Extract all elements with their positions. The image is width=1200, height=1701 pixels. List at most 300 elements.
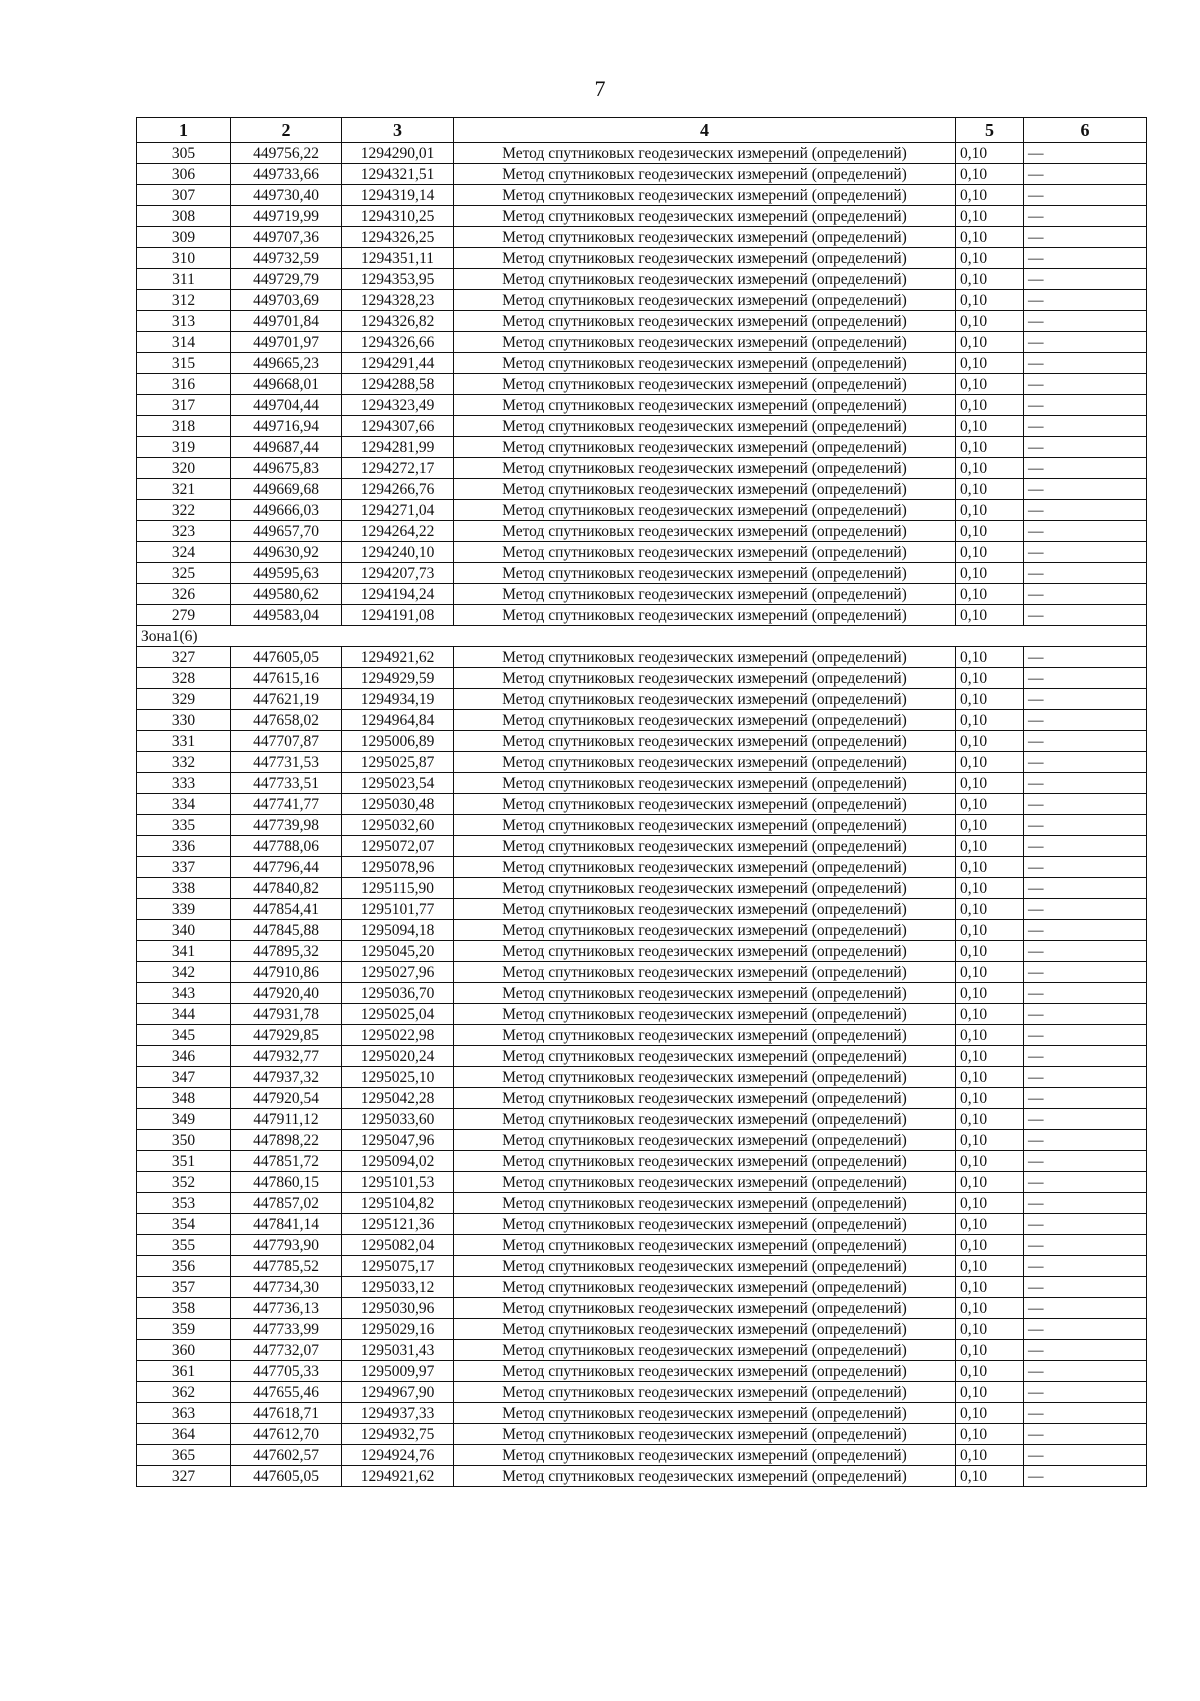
header-col-5: 5 xyxy=(956,118,1024,143)
y-coordinate-cell: 1294271,04 xyxy=(342,500,454,521)
description-cell: — xyxy=(1024,1382,1147,1403)
table-row xyxy=(137,395,1147,416)
point-number-cell: 310 xyxy=(137,248,231,269)
x-coordinate-cell: 449675,83 xyxy=(231,458,342,479)
precision-cell: 0,10 xyxy=(956,1319,1024,1340)
point-number-cell: 327 xyxy=(137,647,231,668)
x-coordinate-cell: 449756,22 xyxy=(231,143,342,164)
y-coordinate-cell: 1295025,04 xyxy=(342,1004,454,1025)
method-cell: Метод спутниковых геодезических измерений (определений) xyxy=(454,878,956,899)
method-cell: Метод спутниковых геодезических измерений (определений) xyxy=(454,1340,956,1361)
description-cell: — xyxy=(1024,647,1147,668)
method-cell: Метод спутниковых геодезических измерений (определений) xyxy=(454,983,956,1004)
table-row xyxy=(137,1025,1147,1046)
point-number-cell: 361 xyxy=(137,1361,231,1382)
precision-cell: 0,10 xyxy=(956,962,1024,983)
table-row xyxy=(137,899,1147,920)
x-coordinate-cell: 449716,94 xyxy=(231,416,342,437)
description-cell: — xyxy=(1024,1256,1147,1277)
y-coordinate-cell: 1294921,62 xyxy=(342,1466,454,1487)
table-row xyxy=(137,1256,1147,1277)
point-number-cell: 324 xyxy=(137,542,231,563)
description-cell: — xyxy=(1024,584,1147,605)
point-number-cell: 327 xyxy=(137,1466,231,1487)
table-row xyxy=(137,1172,1147,1193)
point-number-cell: 356 xyxy=(137,1256,231,1277)
x-coordinate-cell: 447845,88 xyxy=(231,920,342,941)
x-coordinate-cell: 449657,70 xyxy=(231,521,342,542)
description-cell: — xyxy=(1024,773,1147,794)
precision-cell: 0,10 xyxy=(956,1025,1024,1046)
x-coordinate-cell: 447854,41 xyxy=(231,899,342,920)
precision-cell: 0,10 xyxy=(956,668,1024,689)
precision-cell: 0,10 xyxy=(956,1424,1024,1445)
method-cell: Метод спутниковых геодезических измерений (определений) xyxy=(454,1130,956,1151)
y-coordinate-cell: 1295033,60 xyxy=(342,1109,454,1130)
precision-cell: 0,10 xyxy=(956,1466,1024,1487)
table-row xyxy=(137,1361,1147,1382)
table-row xyxy=(137,416,1147,437)
y-coordinate-cell: 1295032,60 xyxy=(342,815,454,836)
point-number-cell: 305 xyxy=(137,143,231,164)
precision-cell: 0,10 xyxy=(956,1277,1024,1298)
table-row xyxy=(137,647,1147,668)
header-col-6: 6 xyxy=(1024,118,1147,143)
y-coordinate-cell: 1294281,99 xyxy=(342,437,454,458)
y-coordinate-cell: 1295020,24 xyxy=(342,1046,454,1067)
method-cell: Метод спутниковых геодезических измерений (определений) xyxy=(454,773,956,794)
description-cell: — xyxy=(1024,710,1147,731)
point-number-cell: 350 xyxy=(137,1130,231,1151)
method-cell: Метод спутниковых геодезических измерений (определений) xyxy=(454,731,956,752)
point-number-cell: 333 xyxy=(137,773,231,794)
y-coordinate-cell: 1294191,08 xyxy=(342,605,454,626)
precision-cell: 0,10 xyxy=(956,206,1024,227)
table-row xyxy=(137,941,1147,962)
description-cell: — xyxy=(1024,668,1147,689)
description-cell: — xyxy=(1024,1151,1147,1172)
method-cell: Метод спутниковых геодезических измерений (определений) xyxy=(454,1193,956,1214)
y-coordinate-cell: 1295036,70 xyxy=(342,983,454,1004)
method-cell: Метод спутниковых геодезических измерений (определений) xyxy=(454,437,956,458)
point-number-cell: 363 xyxy=(137,1403,231,1424)
method-cell: Метод спутниковых геодезических измерений (определений) xyxy=(454,353,956,374)
y-coordinate-cell: 1294328,23 xyxy=(342,290,454,311)
x-coordinate-cell: 447857,02 xyxy=(231,1193,342,1214)
precision-cell: 0,10 xyxy=(956,143,1024,164)
description-cell: — xyxy=(1024,416,1147,437)
method-cell: Метод спутниковых геодезических измерений (определений) xyxy=(454,584,956,605)
x-coordinate-cell: 449729,79 xyxy=(231,269,342,290)
method-cell: Метод спутниковых геодезических измерений (определений) xyxy=(454,269,956,290)
y-coordinate-cell: 1294272,17 xyxy=(342,458,454,479)
point-number-cell: 357 xyxy=(137,1277,231,1298)
header-row xyxy=(137,118,1147,143)
x-coordinate-cell: 447895,32 xyxy=(231,941,342,962)
point-number-cell: 316 xyxy=(137,374,231,395)
precision-cell: 0,10 xyxy=(956,164,1024,185)
method-cell: Метод спутниковых геодезических измерений (определений) xyxy=(454,479,956,500)
precision-cell: 0,10 xyxy=(956,731,1024,752)
table-row xyxy=(137,1151,1147,1172)
method-cell: Метод спутниковых геодезических измерений (определений) xyxy=(454,290,956,311)
description-cell: — xyxy=(1024,1172,1147,1193)
point-number-cell: 329 xyxy=(137,689,231,710)
y-coordinate-cell: 1294194,24 xyxy=(342,584,454,605)
precision-cell: 0,10 xyxy=(956,605,1024,626)
description-cell: — xyxy=(1024,962,1147,983)
method-cell: Метод спутниковых геодезических измерений (определений) xyxy=(454,185,956,206)
precision-cell: 0,10 xyxy=(956,1445,1024,1466)
point-number-cell: 351 xyxy=(137,1151,231,1172)
method-cell: Метод спутниковых геодезических измерений (определений) xyxy=(454,1067,956,1088)
point-number-cell: 359 xyxy=(137,1319,231,1340)
table-row xyxy=(137,500,1147,521)
table-row xyxy=(137,353,1147,374)
point-number-cell: 334 xyxy=(137,794,231,815)
x-coordinate-cell: 447739,98 xyxy=(231,815,342,836)
method-cell: Метод спутниковых геодезических измерений (определений) xyxy=(454,521,956,542)
y-coordinate-cell: 1295072,07 xyxy=(342,836,454,857)
point-number-cell: 321 xyxy=(137,479,231,500)
x-coordinate-cell: 447932,77 xyxy=(231,1046,342,1067)
description-cell: — xyxy=(1024,332,1147,353)
x-coordinate-cell: 447920,54 xyxy=(231,1088,342,1109)
y-coordinate-cell: 1295029,16 xyxy=(342,1319,454,1340)
method-cell: Метод спутниковых геодезических измерений (определений) xyxy=(454,941,956,962)
y-coordinate-cell: 1295031,43 xyxy=(342,1340,454,1361)
table-row xyxy=(137,857,1147,878)
precision-cell: 0,10 xyxy=(956,1151,1024,1172)
description-cell: — xyxy=(1024,437,1147,458)
point-number-cell: 345 xyxy=(137,1025,231,1046)
x-coordinate-cell: 447793,90 xyxy=(231,1235,342,1256)
precision-cell: 0,10 xyxy=(956,899,1024,920)
description-cell: — xyxy=(1024,353,1147,374)
method-cell: Метод спутниковых геодезических измерений (определений) xyxy=(454,899,956,920)
precision-cell: 0,10 xyxy=(956,941,1024,962)
description-cell: — xyxy=(1024,920,1147,941)
table-row xyxy=(137,185,1147,206)
method-cell: Метод спутниковых геодезических измерений (определений) xyxy=(454,500,956,521)
header-col-4: 4 xyxy=(454,118,956,143)
table-row xyxy=(137,248,1147,269)
table-row xyxy=(137,584,1147,605)
point-number-cell: 279 xyxy=(137,605,231,626)
point-number-cell: 364 xyxy=(137,1424,231,1445)
table-row xyxy=(137,1319,1147,1340)
table-row xyxy=(137,689,1147,710)
y-coordinate-cell: 1295104,82 xyxy=(342,1193,454,1214)
table-row xyxy=(137,983,1147,1004)
method-cell: Метод спутниковых геодезических измерений (определений) xyxy=(454,1256,956,1277)
x-coordinate-cell: 447841,14 xyxy=(231,1214,342,1235)
x-coordinate-cell: 447741,77 xyxy=(231,794,342,815)
table-row xyxy=(137,458,1147,479)
precision-cell: 0,10 xyxy=(956,920,1024,941)
precision-cell: 0,10 xyxy=(956,563,1024,584)
description-cell: — xyxy=(1024,374,1147,395)
method-cell: Метод спутниковых геодезических измерений (определений) xyxy=(454,1298,956,1319)
page-number: 7 xyxy=(594,76,606,101)
x-coordinate-cell: 447785,52 xyxy=(231,1256,342,1277)
point-number-cell: 313 xyxy=(137,311,231,332)
description-cell: — xyxy=(1024,311,1147,332)
method-cell: Метод спутниковых геодезических измерений (определений) xyxy=(454,836,956,857)
description-cell: — xyxy=(1024,605,1147,626)
precision-cell: 0,10 xyxy=(956,500,1024,521)
description-cell: — xyxy=(1024,1046,1147,1067)
y-coordinate-cell: 1295030,48 xyxy=(342,794,454,815)
method-cell: Метод спутниковых геодезических измерений (определений) xyxy=(454,920,956,941)
x-coordinate-cell: 449665,23 xyxy=(231,353,342,374)
y-coordinate-cell: 1294934,19 xyxy=(342,689,454,710)
description-cell: — xyxy=(1024,290,1147,311)
x-coordinate-cell: 449583,04 xyxy=(231,605,342,626)
method-cell: Метод спутниковых геодезических измерений (определений) xyxy=(454,332,956,353)
precision-cell: 0,10 xyxy=(956,857,1024,878)
header-col-1: 1 xyxy=(137,118,231,143)
table-row xyxy=(137,269,1147,290)
y-coordinate-cell: 1295101,77 xyxy=(342,899,454,920)
precision-cell: 0,10 xyxy=(956,416,1024,437)
x-coordinate-cell: 447910,86 xyxy=(231,962,342,983)
point-number-cell: 340 xyxy=(137,920,231,941)
precision-cell: 0,10 xyxy=(956,1088,1024,1109)
table-row xyxy=(137,668,1147,689)
y-coordinate-cell: 1294321,51 xyxy=(342,164,454,185)
x-coordinate-cell: 449666,03 xyxy=(231,500,342,521)
description-cell: — xyxy=(1024,1193,1147,1214)
precision-cell: 0,10 xyxy=(956,1109,1024,1130)
method-cell: Метод спутниковых геодезических измерений (определений) xyxy=(454,395,956,416)
point-number-cell: 326 xyxy=(137,584,231,605)
y-coordinate-cell: 1295027,96 xyxy=(342,962,454,983)
description-cell: — xyxy=(1024,563,1147,584)
x-coordinate-cell: 447731,53 xyxy=(231,752,342,773)
x-coordinate-cell: 449730,40 xyxy=(231,185,342,206)
description-cell: — xyxy=(1024,227,1147,248)
point-number-cell: 341 xyxy=(137,941,231,962)
point-number-cell: 314 xyxy=(137,332,231,353)
x-coordinate-cell: 449707,36 xyxy=(231,227,342,248)
y-coordinate-cell: 1294291,44 xyxy=(342,353,454,374)
table-row xyxy=(137,1193,1147,1214)
method-cell: Метод спутниковых геодезических измерений (определений) xyxy=(454,1088,956,1109)
description-cell: — xyxy=(1024,1445,1147,1466)
method-cell: Метод спутниковых геодезических измерений (определений) xyxy=(454,1235,956,1256)
description-cell: — xyxy=(1024,1361,1147,1382)
table-row xyxy=(137,836,1147,857)
precision-cell: 0,10 xyxy=(956,1235,1024,1256)
table-row xyxy=(137,920,1147,941)
x-coordinate-cell: 447707,87 xyxy=(231,731,342,752)
method-cell: Метод спутниковых геодезических измерений (определений) xyxy=(454,1466,956,1487)
point-number-cell: 318 xyxy=(137,416,231,437)
method-cell: Метод спутниковых геодезических измерений (определений) xyxy=(454,311,956,332)
precision-cell: 0,10 xyxy=(956,1172,1024,1193)
x-coordinate-cell: 447911,12 xyxy=(231,1109,342,1130)
method-cell: Метод спутниковых геодезических измерений (определений) xyxy=(454,1361,956,1382)
description-cell: — xyxy=(1024,794,1147,815)
method-cell: Метод спутниковых геодезических измерений (определений) xyxy=(454,1109,956,1130)
table-row xyxy=(137,773,1147,794)
point-number-cell: 309 xyxy=(137,227,231,248)
y-coordinate-cell: 1295042,28 xyxy=(342,1088,454,1109)
y-coordinate-cell: 1295025,10 xyxy=(342,1067,454,1088)
precision-cell: 0,10 xyxy=(956,185,1024,206)
table-row xyxy=(137,1004,1147,1025)
method-cell: Метод спутниковых геодезических измерений (определений) xyxy=(454,563,956,584)
point-number-cell: 322 xyxy=(137,500,231,521)
y-coordinate-cell: 1295115,90 xyxy=(342,878,454,899)
description-cell: — xyxy=(1024,1298,1147,1319)
method-cell: Метод спутниковых геодезических измерений (определений) xyxy=(454,1046,956,1067)
description-cell: — xyxy=(1024,878,1147,899)
y-coordinate-cell: 1294967,90 xyxy=(342,1382,454,1403)
method-cell: Метод спутниковых геодезических измерений (определений) xyxy=(454,647,956,668)
description-cell: — xyxy=(1024,1109,1147,1130)
precision-cell: 0,10 xyxy=(956,542,1024,563)
point-number-cell: 332 xyxy=(137,752,231,773)
point-number-cell: 320 xyxy=(137,458,231,479)
description-cell: — xyxy=(1024,479,1147,500)
description-cell: — xyxy=(1024,395,1147,416)
precision-cell: 0,10 xyxy=(956,479,1024,500)
point-number-cell: 337 xyxy=(137,857,231,878)
y-coordinate-cell: 1294326,82 xyxy=(342,311,454,332)
x-coordinate-cell: 447658,02 xyxy=(231,710,342,731)
point-number-cell: 323 xyxy=(137,521,231,542)
point-number-cell: 353 xyxy=(137,1193,231,1214)
point-number-cell: 358 xyxy=(137,1298,231,1319)
table-row xyxy=(137,206,1147,227)
description-cell: — xyxy=(1024,983,1147,1004)
table-row xyxy=(137,143,1147,164)
precision-cell: 0,10 xyxy=(956,1256,1024,1277)
table-row xyxy=(137,731,1147,752)
precision-cell: 0,10 xyxy=(956,689,1024,710)
point-number-cell: 338 xyxy=(137,878,231,899)
y-coordinate-cell: 1295047,96 xyxy=(342,1130,454,1151)
precision-cell: 0,10 xyxy=(956,1193,1024,1214)
method-cell: Метод спутниковых геодезических измерений (определений) xyxy=(454,542,956,563)
table-body xyxy=(137,143,1147,1487)
point-number-cell: 315 xyxy=(137,353,231,374)
description-cell: — xyxy=(1024,1235,1147,1256)
method-cell: Метод спутниковых геодезических измерений (определений) xyxy=(454,1277,956,1298)
x-coordinate-cell: 447605,05 xyxy=(231,647,342,668)
point-number-cell: 362 xyxy=(137,1382,231,1403)
table-row xyxy=(137,605,1147,626)
method-cell: Метод спутниковых геодезических измерений (определений) xyxy=(454,1172,956,1193)
method-cell: Метод спутниковых геодезических измерений (определений) xyxy=(454,857,956,878)
table-row xyxy=(137,374,1147,395)
method-cell: Метод спутниковых геодезических измерений (определений) xyxy=(454,248,956,269)
description-cell: — xyxy=(1024,248,1147,269)
table-row xyxy=(137,1445,1147,1466)
x-coordinate-cell: 447734,30 xyxy=(231,1277,342,1298)
x-coordinate-cell: 449687,44 xyxy=(231,437,342,458)
description-cell: — xyxy=(1024,1067,1147,1088)
point-number-cell: 365 xyxy=(137,1445,231,1466)
x-coordinate-cell: 447605,05 xyxy=(231,1466,342,1487)
description-cell: — xyxy=(1024,899,1147,920)
description-cell: — xyxy=(1024,542,1147,563)
method-cell: Метод спутниковых геодезических измерений (определений) xyxy=(454,1214,956,1235)
method-cell: Метод спутниковых геодезических измерений (определений) xyxy=(454,1424,956,1445)
description-cell: — xyxy=(1024,1130,1147,1151)
y-coordinate-cell: 1294924,76 xyxy=(342,1445,454,1466)
y-coordinate-cell: 1294266,76 xyxy=(342,479,454,500)
table-row xyxy=(137,542,1147,563)
point-number-cell: 343 xyxy=(137,983,231,1004)
point-number-cell: 307 xyxy=(137,185,231,206)
precision-cell: 0,10 xyxy=(956,374,1024,395)
x-coordinate-cell: 447920,40 xyxy=(231,983,342,1004)
x-coordinate-cell: 447788,06 xyxy=(231,836,342,857)
description-cell: — xyxy=(1024,143,1147,164)
description-cell: — xyxy=(1024,1214,1147,1235)
y-coordinate-cell: 1294290,01 xyxy=(342,143,454,164)
method-cell: Метод спутниковых геодезических измерений (определений) xyxy=(454,227,956,248)
description-cell: — xyxy=(1024,269,1147,290)
x-coordinate-cell: 447732,07 xyxy=(231,1340,342,1361)
description-cell: — xyxy=(1024,1319,1147,1340)
description-cell: — xyxy=(1024,752,1147,773)
x-coordinate-cell: 447733,99 xyxy=(231,1319,342,1340)
point-number-cell: 319 xyxy=(137,437,231,458)
precision-cell: 0,10 xyxy=(956,647,1024,668)
precision-cell: 0,10 xyxy=(956,458,1024,479)
y-coordinate-cell: 1295009,97 xyxy=(342,1361,454,1382)
precision-cell: 0,10 xyxy=(956,1403,1024,1424)
y-coordinate-cell: 1295022,98 xyxy=(342,1025,454,1046)
table-row xyxy=(137,311,1147,332)
precision-cell: 0,10 xyxy=(956,1004,1024,1025)
y-coordinate-cell: 1294326,66 xyxy=(342,332,454,353)
point-number-cell: 355 xyxy=(137,1235,231,1256)
y-coordinate-cell: 1295094,18 xyxy=(342,920,454,941)
precision-cell: 0,10 xyxy=(956,353,1024,374)
y-coordinate-cell: 1294929,59 xyxy=(342,668,454,689)
zone-label: Зона1(6) xyxy=(137,626,1147,647)
y-coordinate-cell: 1294353,95 xyxy=(342,269,454,290)
table-row xyxy=(137,962,1147,983)
x-coordinate-cell: 447929,85 xyxy=(231,1025,342,1046)
y-coordinate-cell: 1295075,17 xyxy=(342,1256,454,1277)
table-row xyxy=(137,563,1147,584)
description-cell: — xyxy=(1024,1025,1147,1046)
y-coordinate-cell: 1294307,66 xyxy=(342,416,454,437)
method-cell: Метод спутниковых геодезических измерений (определений) xyxy=(454,962,956,983)
description-cell: — xyxy=(1024,1466,1147,1487)
x-coordinate-cell: 449580,62 xyxy=(231,584,342,605)
precision-cell: 0,10 xyxy=(956,395,1024,416)
y-coordinate-cell: 1295101,53 xyxy=(342,1172,454,1193)
table-row xyxy=(137,1130,1147,1151)
x-coordinate-cell: 447621,19 xyxy=(231,689,342,710)
point-number-cell: 349 xyxy=(137,1109,231,1130)
point-number-cell: 317 xyxy=(137,395,231,416)
description-cell: — xyxy=(1024,185,1147,206)
precision-cell: 0,10 xyxy=(956,437,1024,458)
table-row xyxy=(137,164,1147,185)
table-row xyxy=(137,752,1147,773)
x-coordinate-cell: 447898,22 xyxy=(231,1130,342,1151)
x-coordinate-cell: 449703,69 xyxy=(231,290,342,311)
point-number-cell: 342 xyxy=(137,962,231,983)
